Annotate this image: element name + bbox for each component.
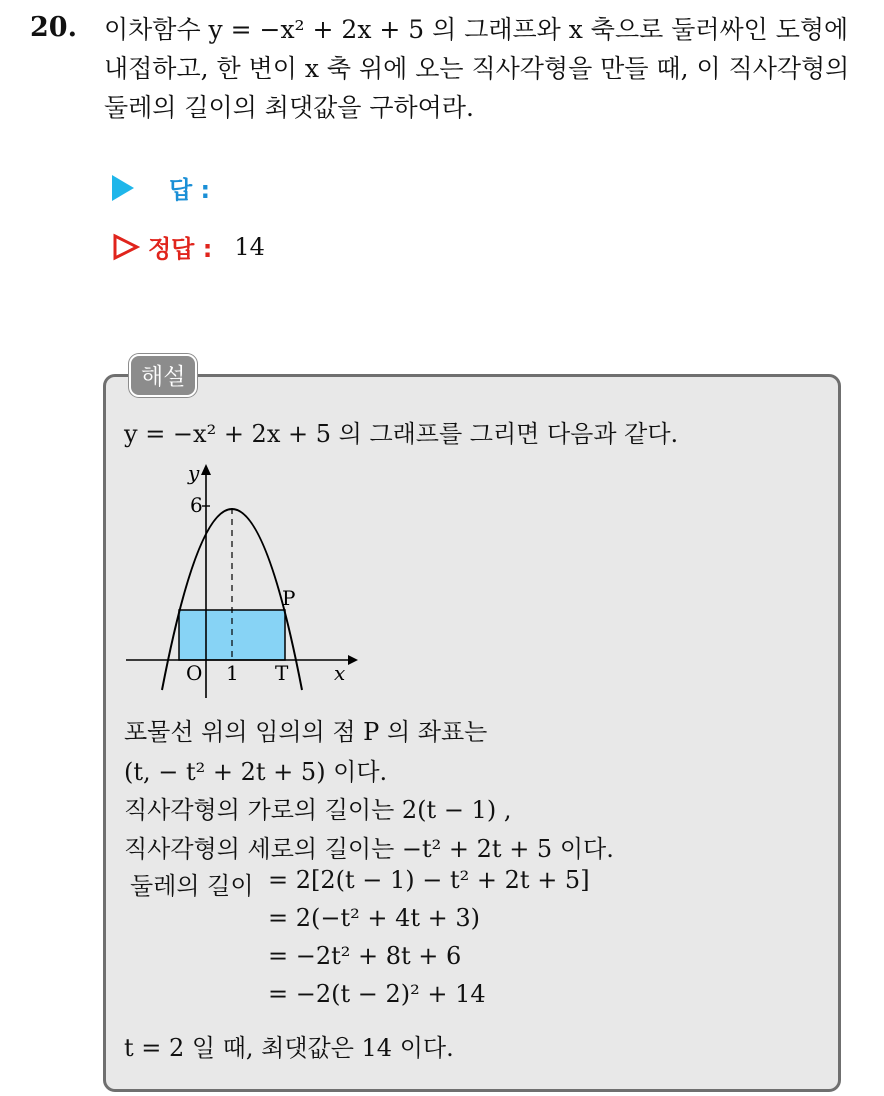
x-axis-arrow-icon (348, 655, 358, 665)
equation-step: = −2t² + 8t + 6 (268, 942, 462, 970)
solution-line: 포물선 위의 임의의 점 P 의 좌표는 (124, 718, 488, 746)
correct-answer-label: 정답 : (148, 235, 213, 263)
equation-lhs: 둘레의 길이 (130, 872, 254, 900)
y-axis-arrow-icon (201, 464, 211, 475)
vertex-x-label: 1 (226, 661, 239, 685)
correct-answer-value: 14 (234, 232, 265, 261)
equation-step: = −2(t − 2)² + 14 (268, 980, 486, 1008)
point-t-label: T (275, 661, 289, 685)
answer-marker-icon (112, 175, 134, 201)
solution-line: 직사각형의 가로의 길이는 2(t − 1) , (124, 796, 512, 824)
equation-step: = 2(−t² + 4t + 3) (268, 904, 481, 932)
x-axis-label: x (334, 661, 346, 685)
y-tick-label: 6 (190, 493, 203, 517)
parabola-graph (120, 458, 370, 703)
solution-tab: 해설 (129, 354, 197, 397)
solution-intro: y = −x² + 2x + 5 의 그래프를 그리면 다음과 같다. (124, 420, 679, 448)
solution-line: (t, − t² + 2t + 5) 이다. (124, 758, 388, 786)
problem-line: 내접하고, 한 변이 x 축 위에 오는 직사각형을 만들 때, 이 직사각형의 (104, 54, 850, 83)
problem-number: 20. (30, 12, 77, 43)
equation-step: = 2[2(t − 1) − t² + 2t + 5] (268, 866, 590, 894)
problem-line: 둘레의 길이의 최댓값을 구하여라. (104, 93, 474, 122)
correct-answer-row (112, 229, 265, 264)
problem-line: 이차함수 y = −x² + 2x + 5 의 그래프와 x 축으로 둘러싸인 도형에 (104, 15, 849, 44)
correct-marker-icon (112, 233, 140, 261)
solution-line: 직사각형의 세로의 길이는 −t² + 2t + 5 이다. (124, 835, 614, 863)
problem-statement (104, 10, 874, 127)
y-axis-label: y (188, 461, 200, 485)
point-p-label: P (282, 586, 296, 610)
answer-label: 답 : (169, 176, 211, 204)
answer-row (112, 170, 232, 205)
solution-conclusion: t = 2 일 때, 최댓값은 14 이다. (124, 1034, 454, 1062)
origin-label: O (186, 661, 203, 685)
